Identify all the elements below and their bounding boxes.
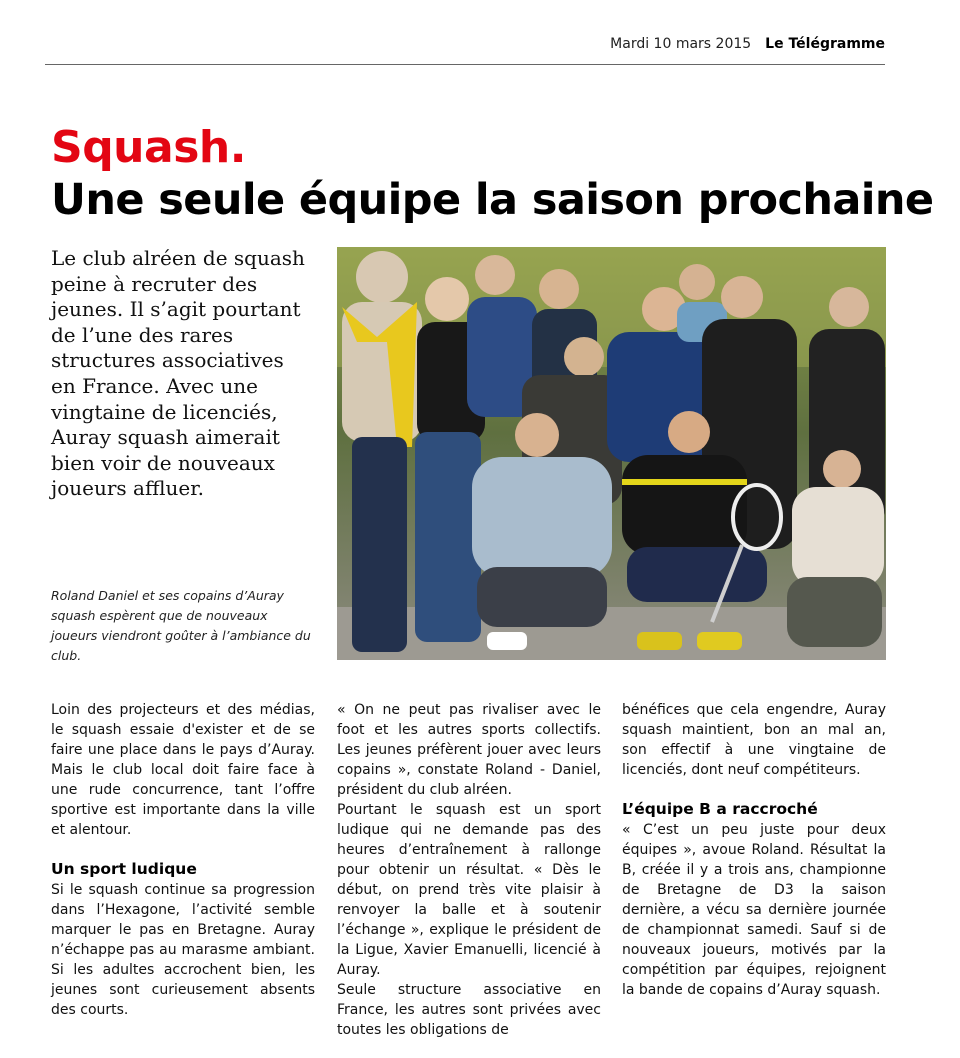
subheading: L’équipe B a raccroché xyxy=(622,800,818,818)
header-rule xyxy=(45,64,885,65)
article-column-3 xyxy=(622,700,886,1000)
article-kicker: Squash. xyxy=(51,122,246,173)
body-paragraph: « C’est un peu juste pour deux équipes », avoue Roland. Résultat la B, créée il y a trois ans, championne de Bretagne de D3 la saison dernière, a vécu sa dernière journée de championnat samedi. Sauf si de nouveaux joueurs, motivés par la compétition par équipes, rejoignent la bande de copains d’Auray squash. xyxy=(622,822,886,998)
body-paragraph: Pourtant le squash est un sport ludique qui ne demande pas des heures d’entraînement à rallonge pour obtenir un résultat. « Dès le début, on prend très vite plaisir à renvoyer la balle et à soutenir l’échange », explique le président de la Ligue, Xavier Emanuelli, licencié à Auray. xyxy=(337,802,601,978)
body-paragraph: Si le squash continue sa progression dans l’Hexagone, l’activité semble marquer le pas en Bretagne. Auray n’échappe pas au marasme ambiant. Si les adultes accrochent bien, les jeunes sont curieusement absents des courts. xyxy=(51,882,315,1018)
team-group-photo xyxy=(337,247,886,660)
photo-caption: Roland Daniel et ses copains d’Auray squash espèrent que de nouveaux joueurs viendront goûter à l’ambiance du club. xyxy=(51,588,311,663)
body-paragraph: bénéfices que cela engendre, Auray squash maintient, bon an mal an, son effectif à une vingtaine de licenciés, dont neuf compétiteurs. xyxy=(622,702,886,778)
article-headline: Une seule équipe la saison prochaine xyxy=(51,175,934,225)
body-paragraph: « On ne peut pas rivaliser avec le foot et les autres sports collectifs. Les jeunes préfèrent jouer avec leurs copains », constate Roland - Daniel, président du club alréen. xyxy=(337,702,601,798)
article-lead: Le club alréen de squash peine à recruter des jeunes. Il s’agit pourtant de l’une des rares structures associatives en France. Avec une vingtaine de licenciés, Auray squash aimerait bien voir de nouveaux joueurs affluer. xyxy=(51,246,305,501)
body-paragraph: Seule structure associative en France, les autres sont privées avec toutes les obligations de xyxy=(337,982,601,1038)
subheading: Un sport ludique xyxy=(51,860,197,878)
newspaper-name: Le Télégramme xyxy=(765,36,885,52)
article-column-2 xyxy=(337,700,601,1040)
masthead xyxy=(610,36,885,52)
article-column-1 xyxy=(51,700,315,1020)
body-paragraph: Loin des projecteurs et des médias, le squash essaie d'exister et de se faire une place dans le pays d’Auray. Mais le club local doit faire face à une rude concurrence, tant l’offre sportive est importante dans la ville et alentour. xyxy=(51,702,315,838)
issue-date: Mardi 10 mars 2015 xyxy=(610,36,752,52)
team-group-photo-icon xyxy=(337,247,886,660)
